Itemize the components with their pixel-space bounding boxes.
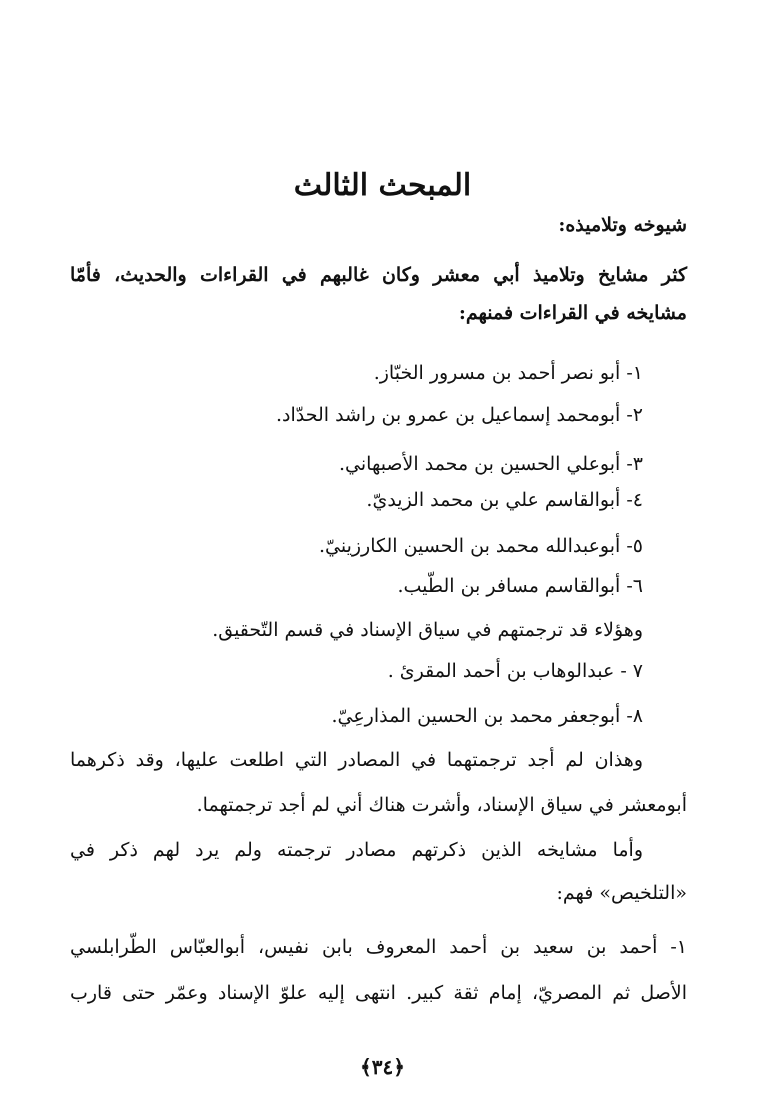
section-title: المبحث الثالث bbox=[293, 168, 472, 203]
entry-1-line-2: الأصل ثم المصريّ، إمام ثقة كبير. انتهى إليه علوّ الإسناد وعمّر حتى قارب bbox=[70, 982, 687, 1004]
teacher-item-8: ٨- أبوجعفر محمد بن الحسين المذارعِيّ. bbox=[331, 705, 643, 727]
intro-line-1: كثر مشايخ وتلاميذ أبي معشر وكان غالبهم في القراءات والحديث، فأمّا bbox=[70, 264, 687, 286]
teacher-item-4: ٤- أبوالقاسم علي بن محمد الزيديّ. bbox=[366, 489, 643, 511]
untranslated-note-line-1: وهذان لم أجد ترجمتهما في المصادر التي اطلعت عليها، وقد ذكرهما bbox=[70, 749, 643, 771]
teacher-item-3: ٣- أبوعلي الحسين بن محمد الأصبهاني. bbox=[338, 453, 643, 475]
teacher-item-6: ٦- أبوالقاسم مسافر بن الطّيب. bbox=[397, 575, 643, 597]
others-note-line-2: «التلخيص» فهم: bbox=[556, 882, 687, 904]
intro-line-2: مشايخه في القراءات فمنهم: bbox=[458, 302, 687, 324]
translated-note: وهؤلاء قد ترجمتهم في سياق الإسناد في قسم التّحقيق. bbox=[212, 619, 643, 641]
teacher-item-1: ١- أبو نصر أحمد بن مسرور الخبّاز. bbox=[373, 362, 643, 384]
untranslated-note-line-2: أبومعشر في سياق الإسناد، وأشرت هناك أني لم أجد ترجمتهما. bbox=[196, 794, 687, 816]
teacher-item-7: ٧ - عبدالوهاب بن أحمد المقرئ . bbox=[387, 660, 643, 682]
teacher-item-2: ٢- أبومحمد إسماعيل بن عمرو بن راشد الحدّاد. bbox=[275, 404, 643, 426]
page-number: ﴿٣٤﴾ bbox=[360, 1055, 405, 1079]
entry-1-line-1: ١- أحمد بن سعيد بن أحمد المعروف بابن نفيس، أبوالعبّاس الطّرابلسي bbox=[70, 936, 687, 958]
others-note-line-1: وأما مشايخه الذين ذكرتهم مصادر ترجمته ولم يرد لهم ذكر في bbox=[70, 839, 643, 861]
teacher-item-5: ٥- أبوعبدالله محمد بن الحسين الكارزينيّ. bbox=[318, 535, 643, 557]
subheading: شيوخه وتلاميذه: bbox=[558, 214, 687, 236]
